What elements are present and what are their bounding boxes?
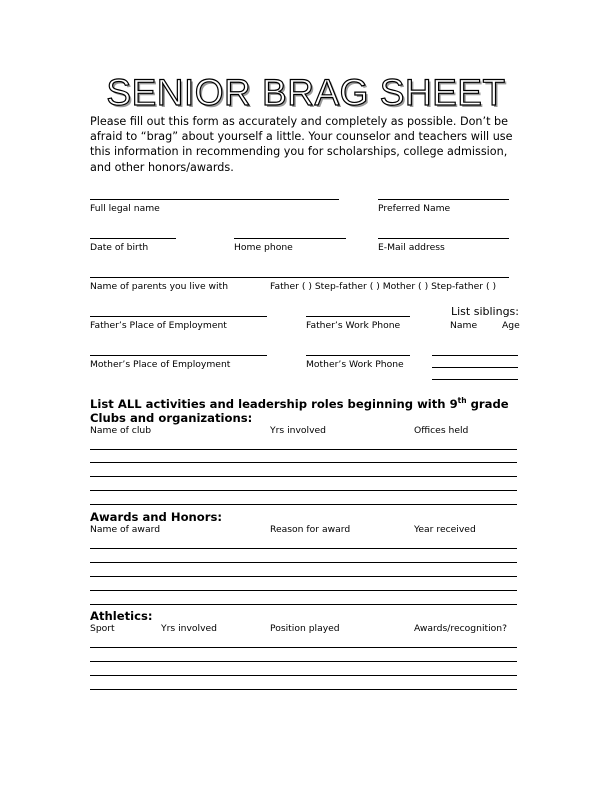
sibling-field[interactable] [432,367,518,368]
award-year-column: Year received [414,524,476,535]
awards-entry-line[interactable] [90,562,517,563]
date-of-birth-label: Date of birth [90,242,149,253]
awards-heading: Awards and Honors: [90,510,223,524]
sport-column: Sport [90,623,115,634]
activities-heading: List ALL activities and leadership roles beginning with 9th grade [90,396,509,411]
date-of-birth-field[interactable] [90,238,176,239]
full-legal-name-field[interactable] [90,199,339,200]
parents-field[interactable] [90,277,509,278]
sibling-name-label: Name [450,320,478,331]
clubs-heading: Clubs and organizations: [90,411,253,425]
intro-paragraph: Please fill out this form as accurately and completely as possible. Don’t be afraid to “brag” about yourself a little. Your counselor and teachers will use this information in recommending you for scholarships, college admission, and other honors/awards. [90,115,513,174]
club-name-column: Name of club [90,425,152,436]
award-name-column: Name of award [90,524,161,535]
father-work-phone-label: Father’s Work Phone [306,320,401,331]
club-offices-column: Offices held [414,425,469,436]
athletics-entry-line[interactable] [90,661,517,662]
clubs-entry-line[interactable] [90,504,517,505]
awards-entry-line[interactable] [90,548,517,549]
parent-type-options[interactable]: Father ( ) Step-father ( ) Mother ( ) Step-father ( ) [270,281,497,292]
mother-employment-field[interactable] [90,355,267,356]
father-employment-label: Father’s Place of Employment [90,320,227,331]
clubs-entry-line[interactable] [90,476,517,477]
award-reason-column: Reason for award [270,524,351,535]
athletics-entry-line[interactable] [90,675,517,676]
home-phone-field[interactable] [234,238,346,239]
email-field[interactable] [378,238,509,239]
sibling-age-label: Age [502,320,520,331]
recognition-column: Awards/recognition? [414,623,507,634]
clubs-entry-line[interactable] [90,490,517,491]
preferred-name-field[interactable] [378,199,509,200]
position-column: Position played [270,623,340,634]
clubs-entry-line[interactable] [90,462,517,463]
athletics-entry-line[interactable] [90,689,517,690]
mother-work-phone-field[interactable] [306,355,410,356]
club-years-column: Yrs involved [270,425,327,436]
siblings-heading: List siblings: [451,305,519,318]
sport-years-column: Yrs involved [161,623,218,634]
awards-entry-line[interactable] [90,590,517,591]
full-legal-name-label: Full legal name [90,203,160,214]
email-label: E-Mail address [378,242,445,253]
sibling-field[interactable] [432,379,518,380]
mother-work-phone-label: Mother’s Work Phone [306,359,404,370]
preferred-name-label: Preferred Name [378,203,451,214]
home-phone-label: Home phone [234,242,293,253]
page-title: SENIOR BRAG SHEET [106,72,506,113]
father-employment-field[interactable] [90,316,267,317]
sibling-field[interactable] [432,355,518,356]
parents-label: Name of parents you live with [90,281,229,292]
father-work-phone-field[interactable] [306,316,410,317]
mother-employment-label: Mother’s Place of Employment [90,359,231,370]
athletics-entry-line[interactable] [90,647,517,648]
awards-entry-line[interactable] [90,604,517,605]
athletics-heading: Athletics: [90,609,153,623]
awards-entry-line[interactable] [90,576,517,577]
clubs-entry-line[interactable] [90,449,517,450]
